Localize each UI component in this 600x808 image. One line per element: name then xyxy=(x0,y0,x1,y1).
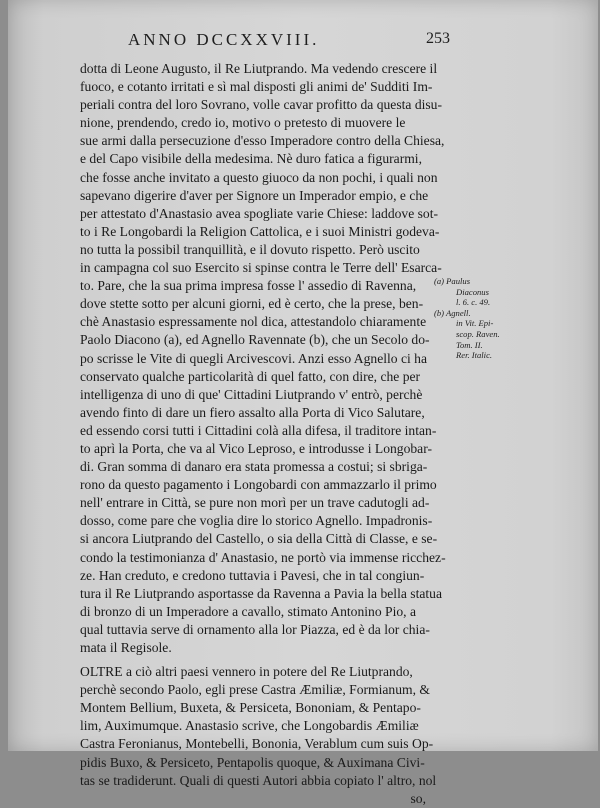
text-line: no tutta la possibil tranquillità, e il dovuto rispetto. Però uscito xyxy=(80,241,420,257)
note-line: Tom. II. xyxy=(456,339,483,350)
text-line: nione, prendendo, credo io, motivo o pretesto di muovere le xyxy=(80,115,406,131)
text-line: rono da questo pagamento i Longobardi con ammazzarlo il primo xyxy=(80,477,437,493)
body-text xyxy=(80,60,446,808)
text-line: tas se tradiderunt. Quali di questi Autori abbia copiato l' altro, nol xyxy=(80,772,437,788)
text-line: sapevano digerire d'aver per Signore un Imperador empio, e che xyxy=(80,187,429,203)
text-line: e del Capo visibile della medesima. Nè duro fatica a figurarmi, xyxy=(80,151,422,167)
text-line: periali contra del loro Sovrano, volle cavar profitto da questa disu- xyxy=(80,97,443,113)
text-line: avendo finto di dare un fiero assalto alla Porta di Vico Salutare, xyxy=(80,404,425,420)
text-line: Castra Feronianus, Montebelli, Bononia, Verablum cum suis Op- xyxy=(80,736,434,752)
text-line: Montem Bellium, Buxeta, & Persiceta, Bononiam, & Pentapo- xyxy=(80,700,421,716)
text-line: intelligenza di uno di que' Cittadini Liutprando v' entrò, perchè xyxy=(80,386,423,402)
book-page xyxy=(8,0,598,806)
note-line: Diaconus xyxy=(456,286,489,297)
note-line: (b) Agnell. xyxy=(434,307,471,318)
note-line: in Vit. Epi- xyxy=(456,318,494,329)
running-head: ANNO DCCXXVIII. xyxy=(128,30,320,49)
text-line: qual tuttavia serve di ornamento alla lor Piazza, ed è da lor chia- xyxy=(80,621,430,637)
text-line: lim, Auximumque. Anastasio scrive, che Longobardis Æmiliæ xyxy=(80,718,419,734)
text-line: sue armi dalla persecuzione d'esso Imperadore contro della Chiesa, xyxy=(80,133,445,149)
text-line: OLTRE a ciò altri paesi vennero in potere del Re Liutprando, xyxy=(80,664,413,680)
text-line: dotta di Leone Augusto, il Re Liutprando. Ma vedendo crescere il xyxy=(80,61,438,76)
text-line: so, xyxy=(410,790,426,806)
text-line: Paolo Diacono (a), ed Agnello Ravennate (b), che un Secolo do- xyxy=(80,332,430,348)
text-line: pidis Buxo, & Persiceto, Pentapolis quoque, & Auximana Civi- xyxy=(80,754,425,770)
text-line: che fosse anche invitato a questo giuoco da non pochi, i quali non xyxy=(80,169,438,185)
paragraph-1 xyxy=(80,60,446,657)
text-line: conservato qualche particolarità di quel fatto, con dire, che per xyxy=(80,368,421,384)
text-line: mata il Regisole. xyxy=(80,640,172,655)
page-header xyxy=(8,30,598,54)
text-line: ed essendo corsi tutti i Cittadini colà alla difesa, il traditore intan- xyxy=(80,422,437,438)
text-line: condo la testimonianza d' Anastasio, ne portò via immense ricchez- xyxy=(80,549,446,565)
note-line: l. 6. c. 49. xyxy=(456,297,491,308)
text-line: per attestato d'Anastasio avea spogliate varie Chiese: laddove sot- xyxy=(80,205,439,221)
note-line: (a) Paulus xyxy=(434,276,471,286)
note-line: scop. Raven. xyxy=(456,328,500,339)
text-line: po scrisse le Vite di quegli Arcivescovi. Anzi esso Agnello ci ha xyxy=(80,350,428,366)
text-line: si ancora Liutprando del Castello, o sia della Città di Classe, e se- xyxy=(80,531,438,547)
text-line: in campagna col suo Esercito si spinse contra le Terre dell' Esarca- xyxy=(80,260,442,276)
text-line: chè Anastasio espressamente nol dica, attestandolo chiaramente xyxy=(80,314,427,330)
text-line: to. Pare, che la sua prima impresa fosse l' assedio di Ravenna, xyxy=(80,278,417,294)
text-line: dosso, come pare che voglia dire lo storico Agnello. Impadronis- xyxy=(80,513,433,529)
page-number: 253 xyxy=(426,30,450,47)
paragraph-2 xyxy=(80,663,437,808)
text-line: to i Re Longobardi la Religion Cattolica, e i suoi Ministri godeva- xyxy=(80,223,440,239)
text-line: di. Gran somma di danaro era stata promessa a costui; si sbriga- xyxy=(80,459,428,475)
note-line: Rer. Italic. xyxy=(456,350,493,361)
text-line: fuoco, e cotanto irritati e sì mal disposti gli animi de' Sudditi Im- xyxy=(80,79,433,95)
text-line: perchè secondo Paolo, egli prese Castra Æmiliæ, Formianum, & xyxy=(80,682,430,698)
text-line: tura il Re Liutprando asportasse da Ravenna a Pavia la bella statua xyxy=(80,585,442,601)
text-line: nell' entrare in Città, se pure non morì per un trave cadutogli ad- xyxy=(80,495,430,511)
text-line: ze. Han creduto, e credono tuttavia i Pavesi, che in tal congiun- xyxy=(80,567,425,583)
marginal-notes xyxy=(434,276,512,361)
text-line: dove stette sotto per alcuni giorni, ed è certo, che la prese, ben- xyxy=(80,296,424,312)
text-line: to aprì la Porta, che va al Vico Leproso, e introdusse i Longobar- xyxy=(80,440,432,456)
text-line: di bronzo di un Imperadore a cavallo, stimato Antonino Pio, a xyxy=(80,603,416,619)
